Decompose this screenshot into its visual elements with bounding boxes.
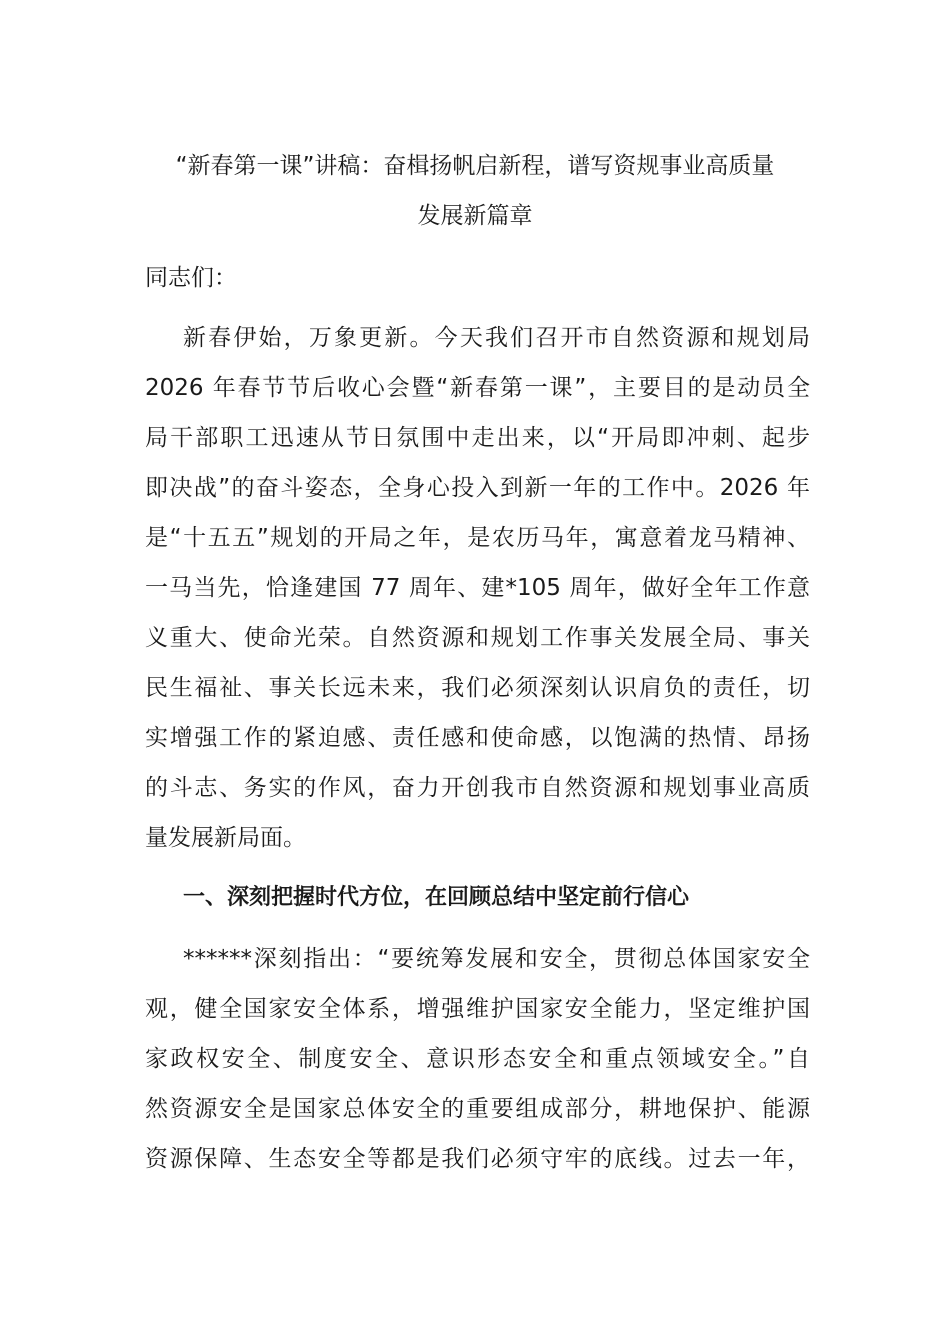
paragraph-line: 是“十五五”规划的开局之年，是农历马年，寓意着龙马精神、 — [145, 525, 810, 551]
paragraph-line: 新春伊始，万象更新。今天我们召开市自然资源和规划局 — [183, 325, 810, 351]
paragraph-line: 局干部职工迅速从节日氛围中走出来，以“开局即冲刺、起步 — [145, 425, 810, 451]
title-line-2: 发展新篇章 — [417, 203, 533, 229]
paragraph-line: 观，健全国家安全体系，增强维护国家安全能力，坚定维护国 — [145, 996, 810, 1022]
paragraph-line: 资源保障、生态安全等都是我们必须守牢的底线。过去一年， — [145, 1146, 810, 1172]
paragraph-line: ******深刻指出：“要统筹发展和安全，贯彻总体国家安全 — [183, 946, 810, 972]
paragraph-line: 民生福祉、事关长远未来，我们必须深刻认识肩负的责任，切 — [145, 675, 810, 701]
document-title — [145, 141, 805, 241]
title-line-1: “新春第一课”讲稿：奋楫扬帆启新程，谱写资规事业高质量 — [175, 153, 775, 179]
paragraph-line: 的斗志、务实的作风，奋力开创我市自然资源和规划事业高质 — [145, 775, 810, 801]
paragraph-line: 即决战”的奋斗姿态，全身心投入到新一年的工作中。2026 年 — [145, 475, 810, 501]
paragraph-line: 一马当先，恰逢建国 77 周年、建*105 周年，做好全年工作意 — [145, 575, 810, 601]
paragraph-section-1 — [145, 934, 810, 1184]
paragraph-line: 家政权安全、制度安全、意识形态安全和重点领域安全。”自 — [145, 1046, 810, 1072]
paragraph-line: 实增强工作的紧迫感、责任感和使命感，以饱满的热情、昂扬 — [145, 725, 810, 751]
paragraph-line: 然资源安全是国家总体安全的重要组成部分，耕地保护、能源 — [145, 1096, 810, 1122]
salutation: 同志们： — [145, 265, 237, 291]
paragraph-line: 2026 年春节节后收心会暨“新春第一课”，主要目的是动员全 — [145, 375, 810, 401]
paragraph-line: 义重大、使命光荣。自然资源和规划工作事关发展全局、事关 — [145, 625, 810, 651]
section-heading: 一、深刻把握时代方位，在回顾总结中坚定前行信心 — [183, 885, 690, 910]
paragraph-opening — [145, 313, 810, 863]
paragraph-line: 量发展新局面。 — [145, 825, 306, 851]
